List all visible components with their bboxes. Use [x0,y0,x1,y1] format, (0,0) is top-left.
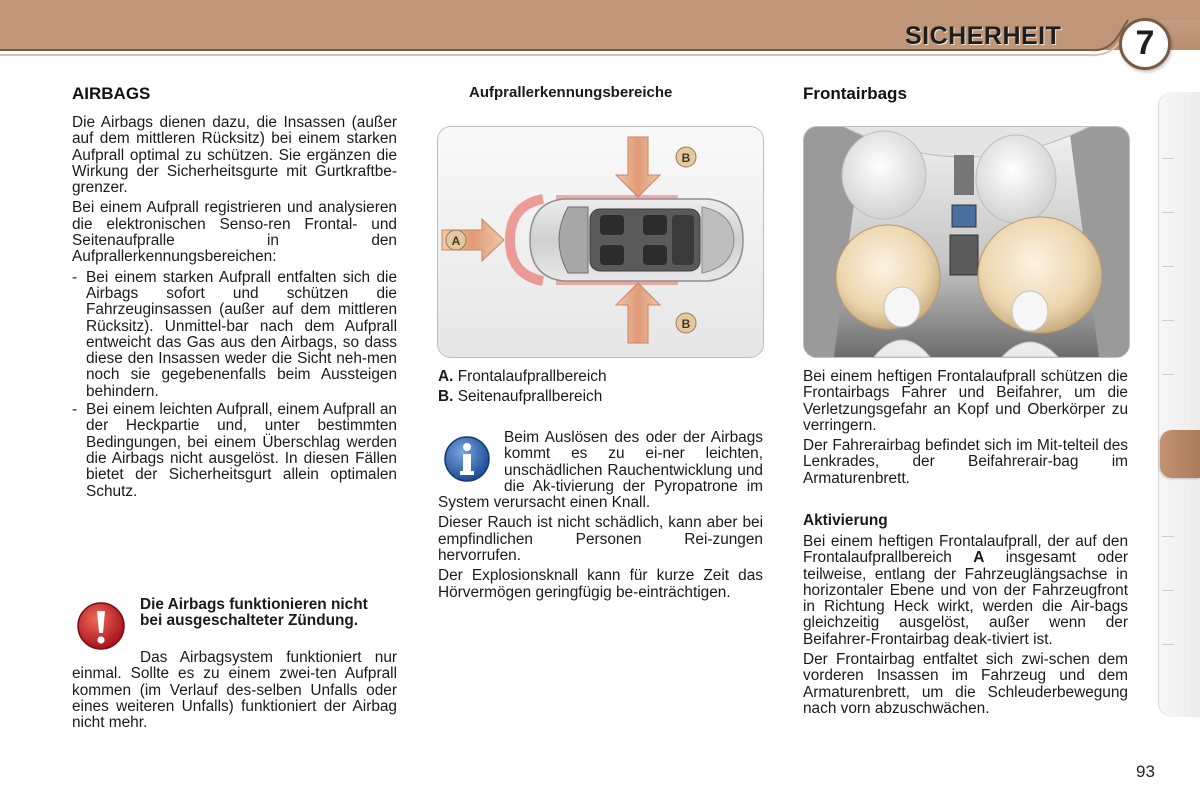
tab-divider [1162,374,1174,375]
list-item: - Bei einem leichten Aufprall, einem Aufprall an der Heckpartie und, unter bestimmten Bedingungen, bei einem Überschlag werden die Airbags nicht ausgelöst. In diesen Fällen bietet der Sicherheitsgurt allein optimalen Schutz. [72,402,397,500]
tab-divider [1162,158,1174,159]
frontairbags-para-1: Bei einem heftigen Frontalaufprall schützen die Frontairbags Fahrer und Beifahrer, um die Verletzungsgefahr an Kopf und Oberkörper zu verringern. [803,368,1128,434]
tab-divider [1162,536,1174,537]
activation-para-bold: A [973,549,985,567]
legend-a-text: Frontalaufprallbereich [457,368,607,385]
frontairbags-para-2: Der Fahrerairbag befindet sich im Mit-telteil des Lenkrades, der Beifahrerair-bag im Armaturenbrett. [803,437,1128,487]
warning-title: Die Airbags funktionieren nicht bei ausgeschalteter Zündung. [140,596,368,630]
chapter-tab-strip [1158,92,1200,717]
legend-a-key: A. [438,368,454,385]
chapter-tab-active [1160,430,1200,478]
info-text: Beim Auslösen des oder der Airbags kommt es zu ei-ner leichten, unschädlichen Rauchentwicklung und die Ak-tivierung der Pyropatrone im System verursacht einen Knall. [438,429,763,512]
tab-divider [1162,320,1174,321]
marker-a: A [451,234,461,248]
page-number: 93 [1136,762,1155,781]
activation-para [803,534,1128,648]
info-icon-spacer [438,430,504,494]
tab-divider [1162,590,1174,591]
airbags-para-2: Bei einem Aufprall registrieren und analysieren die elektronischen Senso-ren Frontal- und Seitenaufpralle in den Aufprallerkennungsbereichen: [72,199,397,266]
airbags-bullet-list [72,270,397,500]
noise-paragraph: Der Explosionsknall kann für kurze Zeit das Hörvermögen geringfügig be-einträchtigen. [438,567,763,601]
airbags-para-1: Die Airbags dienen dazu, die Insassen (außer auf dem mittleren Rücksitz) bei einem starken Aufprall optimal zu schützen. Sie ergänzen die Wirkung der Sicherheitsgurte mit Gurtkraftbe-grenzer. [72,114,397,197]
activation-text [803,534,1128,721]
legend-b-key: B. [438,388,454,406]
marker-b-top: B [681,151,691,165]
smoke-paragraph: Dieser Rauch ist nicht schädlich, kann aber bei empfindlichen Personen Rei-zungen hervorrufen. [438,514,763,565]
chapter-number-badge: 7 [1119,18,1171,70]
airbags-intro [72,115,397,502]
activation-para-pre: Bei einem heftigen Frontalaufprall, der auf den Frontalaufprallbereich [803,533,1128,567]
tab-divider [1162,266,1174,267]
impact-zones-figure [437,126,764,358]
activation-para-post: insgesamt oder teilweise, entlang der Fahrzeuglängsachse in horizontaler Ebene und von der Fahrzeugfront in Richtung Heck wirkt, werden die Air-bags gleichzeitig ausgelöst, außer wenn der Beifahrer-Frontairbag deak-tiviert ist. [803,549,1129,648]
deployed-airbags-illustration [804,127,1129,357]
info-note [438,430,763,605]
tab-divider [1162,212,1174,213]
deployment-para: Der Frontairbag entfaltet sich zwi-schen dem vorderen Insassen im Fahrzeug und dem Armaturenbrett, um die Schleuderbewegung nach vorn abzuschwächen. [803,651,1128,717]
car-top-view-illustration [438,127,763,357]
warning-exclamation-icon [76,600,126,652]
legend-b-text: Seitenaufprallbereich [457,388,603,406]
frontairbags-text [803,369,1128,491]
warning-text: Das Airbagsystem funktioniert nur einmal. Sollte es zu einem zwei-ten Aufprall kommen (im Verlauf des-selben Unfalls oder eines weiteren Unfalls) funktioniert der Airbag nicht mehr. [72,649,397,732]
impact-zones-heading: Aufprallerkennungsbereiche [469,84,673,101]
list-item: - Bei einem starken Aufprall entfalten sich die Airbags sofort und schützen die Fahrzeuginsassen (außer auf dem mittleren Rücksitz). Unmittel-bar nach dem Aufprall entweicht das Gas aus den Airbags, so dass diese den Insassen weder die Sicht neh-men noch sie gegebenenfalls beim Aussteigen behindern. [72,270,397,400]
frontairbags-heading: Frontairbags [803,84,907,103]
figure-legend [438,369,763,410]
tab-divider [1162,644,1174,645]
activation-subheading: Aktivierung [803,512,888,529]
section-title: SICHERHEIT [905,22,1062,50]
marker-b-bottom: B [681,317,691,331]
frontairbags-figure [803,126,1130,358]
airbags-heading: AIRBAGS [72,84,151,103]
